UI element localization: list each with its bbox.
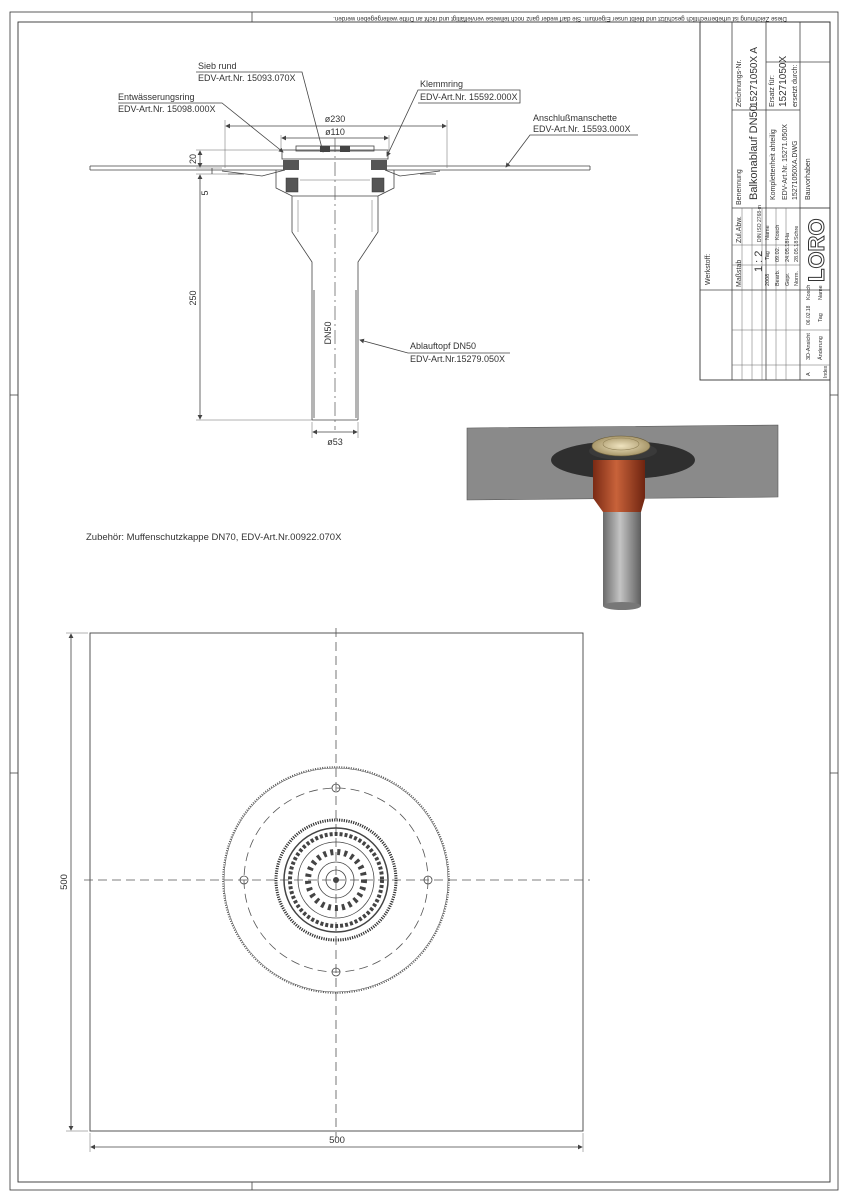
bauvorhaben-text: Bauvorhaben [805,158,812,200]
aenderung-label: Änderung [818,336,824,360]
zeichnungs-value: 15271050X A [749,46,760,107]
ersatz-value: 15271050X [778,55,789,107]
gepr-date: 24.05.18 [785,240,791,262]
iso-3d-view [467,425,778,610]
klemm-label: Klemmring [420,79,464,89]
dim-500-vertical: 500 [59,874,70,890]
edv-text: EDV-Art.Nr. 15271.050X [782,124,789,200]
massstab-value: 1 : 2 [753,250,765,272]
topf-label: Ablauftopf DN50 [410,341,477,351]
zul-abw-value: DIN ISO 2768-m [757,205,763,242]
dim-20: 20 [188,153,198,165]
bearb-date: 09.02. [775,246,781,262]
benennung-label: Benennung [736,169,743,205]
sieb-label: Sieb rund [198,61,237,71]
tag-label: Tag [765,251,771,260]
bearb-name: Kosch [775,224,781,240]
dim-d110: ø110 [325,127,345,137]
massstab-label: Maßstab [736,259,743,287]
sieb-artnr: EDV-Art.Nr. 15093.070X [198,73,296,83]
rev-date: 06.02.18 [806,305,812,325]
norm-date: 28.05.18 [794,240,800,262]
zul-abw-label: Zul.Abw. [736,216,743,243]
index-label: Index [823,365,829,378]
dim-250: 250 [188,290,198,306]
klemm-artnr: EDV-Art.Nr. 15592.000X [420,92,518,102]
plan-view [66,628,590,1152]
accessory-text: Zubehör: Muffenschutzkappe DN70, EDV-Art.Nr.00922.070X [86,532,342,543]
dim-500-horizontal: 500 [329,1135,345,1146]
norm-label: Norm. [794,271,800,286]
name-label: Name [765,225,771,240]
benennung-value: Balkonablauf DN50 [748,105,760,200]
dim-dn50: DN50 [323,321,333,345]
inner-frame [18,22,830,1182]
rev-letter: A [806,372,812,376]
loro-logo: LORO [804,218,829,282]
rev-name: Kosch [806,284,812,300]
ring-artnr: EDV-Art.Nr. 15098.000X [118,104,216,114]
ersatz-label: Ersatz für: [769,75,776,107]
year-label: 2008 [765,273,771,286]
bearb-label: Bearb. [775,269,781,286]
title-block [700,22,830,380]
gepr-name: Ha [785,232,791,240]
komplett-text: Komplettenheit ahteilig [770,129,777,200]
norm-name: Schre [794,225,800,240]
dwg-text: 15271050XA.DWG [792,140,799,200]
dim-d230: ø230 [324,114,346,124]
gepr-label: Gepr. [785,272,791,286]
rev-tag-label: Tag [818,313,824,322]
manschette-artnr: EDV-Art.Nr. 15593.000X [533,124,631,134]
dim-5: 5 [200,190,210,196]
werkstoff-label: Werkstoff: [705,253,712,285]
outer-frame [10,12,838,1190]
rev-name-label: Name [818,285,824,300]
topf-artnr: EDV-Art.Nr.15279.050X [410,354,506,364]
zeichnungs-label: Zeichnungs-Nr. [736,59,743,107]
copyright-notice: Diese Zeichnung ist urheberrechtlich geschützt und bleibt unser Eigentum. Sie darf weder ganz noch teilweise vervielfältigt und nicht an Dritte weitergegeben werden. [333,15,787,22]
rev-text: 3D-Ansicht [806,333,812,360]
dim-d53: ø53 [327,437,343,447]
ersetzt-label: ersetzt durch: [792,64,799,107]
manschette-label: Anschlußmanschette [533,113,618,123]
ring-label: Entwässerungsring [118,92,195,102]
